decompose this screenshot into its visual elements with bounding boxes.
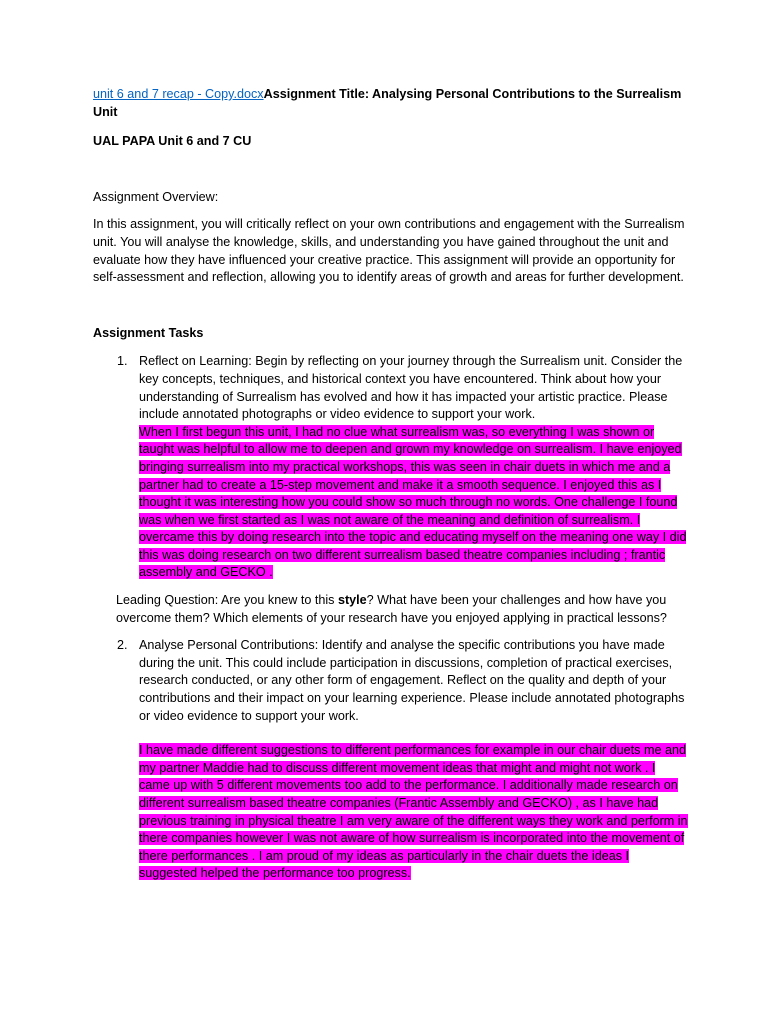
title-line [93, 86, 688, 121]
leading-question-bold: style [337, 593, 367, 608]
assignment-subtitle: UAL PAPA Unit 6 and 7 CU [93, 134, 252, 149]
assignment-title: Assignment Title: Analysing Personal Contributions to the Surrealism Unit [93, 87, 682, 119]
tasks-heading: Assignment Tasks [93, 325, 204, 340]
task-text: Analyse Personal Contributions: Identify and analyse the specific contributions you have made during the unit. This could include participation in discussions, completion of practical exercises, research conducted, or any other form of engagement. Reflect on the quality and depth of your contributions and their impact on your learning experience. Please include annotated photographs or video evidence to support your work. [139, 638, 685, 723]
task-list [93, 353, 688, 582]
leading-question [116, 592, 688, 627]
document-link[interactable]: unit 6 and 7 recap - Copy.docx [93, 87, 264, 101]
task-text: Reflect on Learning: Begin by reflecting on your journey through the Surrealism unit. Consider the key concepts, techniques, and historical context you have encountered. Think about how your understanding of Surrealism has evolved and how it has impacted your artistic practice. Please include annotated photographs or video evidence to support your work. [139, 354, 683, 422]
task-answer-highlight: When I first begun this unit, I had no clue what surrealism was, so everything I was shown or taught was helpful to allow me to deepen and grown my knowledge on surrealism. I have enjoyed bringing surrealism into my practical workshops, this was seen in chair duets in which me and a partner had to create a 15-step movement and make it a smooth sequence. I enjoyed this as I thought it was interesting how you could show so much through no words. One challenge I found was when we first started as I was not aware of the meaning and definition of surrealism. I overcame this by doing research into the topic and educating myself on the meaning one way I did this was doing research on two different surrealism based theatre companies including ; frantic assembly and GECKO . [139, 424, 687, 580]
task-item-2 [93, 637, 688, 883]
task-item-1 [93, 353, 688, 582]
overview-heading: Assignment Overview: [93, 189, 219, 204]
task-number: 2. [117, 638, 128, 653]
task-number: 1. [117, 354, 128, 369]
task-list-continued [93, 637, 688, 883]
leading-question-text: Leading Question: Are you knew to this [116, 593, 338, 608]
leading-question-text-end: ? What have been your challenges and how have you overcome them? Which elements of your research have you enjoyed applying in practical lessons? [116, 593, 667, 625]
overview-paragraph: In this assignment, you will critically reflect on your own contributions and engagement with the Surrealism unit. You will analyse the knowledge, skills, and understanding you have gained throughout the unit and evaluate how they have influenced your creative practice. This assignment will provide an opportunity for self-assessment and reflection, allowing you to identify areas of growth and areas for further development. [93, 217, 685, 285]
task-answer-highlight: I have made different suggestions to different performances for example in our chair duets me and my partner Maddie had to discuss different movement ideas that might and might not work . I came up with 5 different movements too add to the performance. I additionally made research on different surrealism based theatre companies (Frantic Assembly and GECKO) , as I have had previous training in physical theatre I am very aware of the different ways they work and perform in there companies however I was not aware of how surrealism is incorporated into the movement of there performances . I am proud of my ideas as particularly in the chair duets the ideas I suggested helped the performance too progress. [139, 743, 688, 881]
